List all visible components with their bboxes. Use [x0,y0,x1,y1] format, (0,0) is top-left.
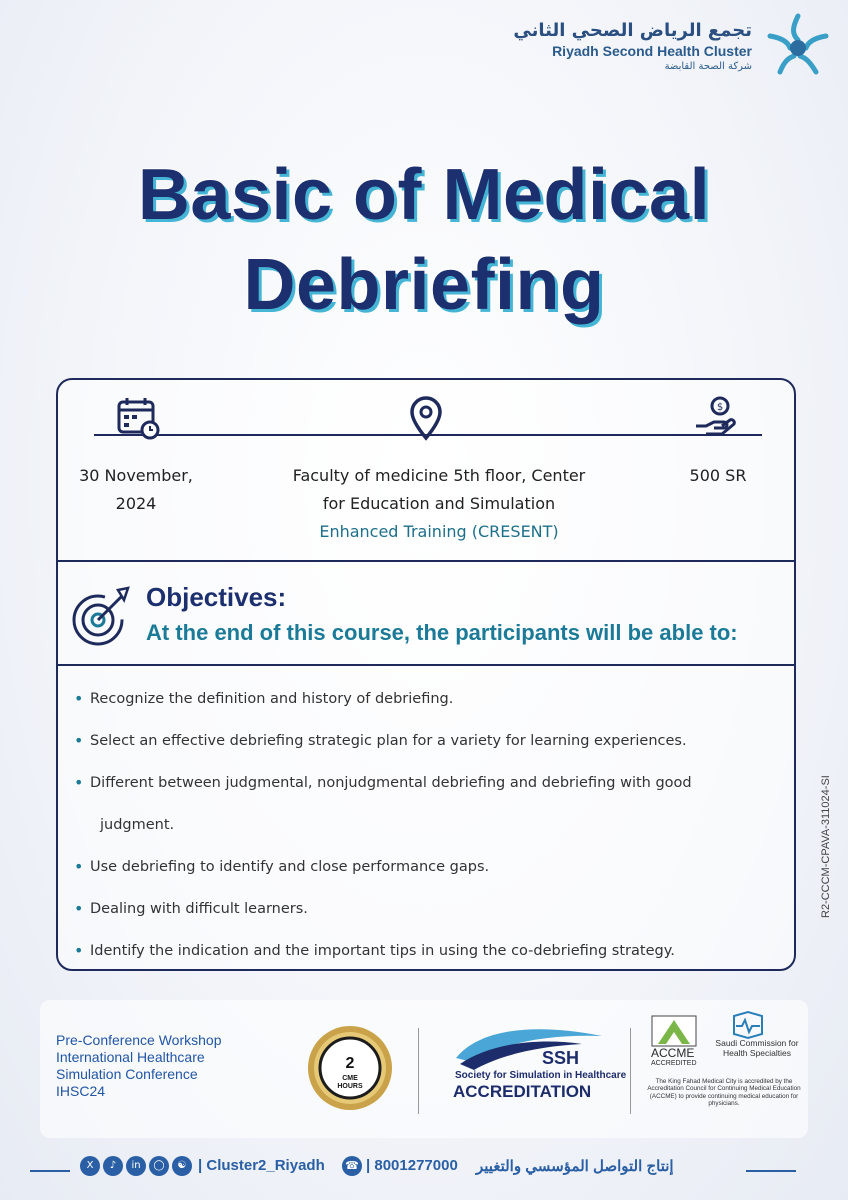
svg-text:$: $ [716,402,724,413]
accme-status: ACCREDITED [651,1060,697,1067]
instagram-icon[interactable]: ◯ [149,1156,169,1176]
event-date-line1: 30 November, [79,466,193,485]
band-divider [418,1028,419,1114]
org-name-english: Riyadh Second Health Cluster [552,43,752,59]
footer [30,1146,820,1186]
course-title-line1: Basic of Medical [137,155,711,235]
footer-slogan-arabic: إنتاج التواصل المؤسسي والتغيير [476,1158,674,1175]
workshop-line2: International Healthcare [56,1049,205,1065]
calendar-icon [114,394,162,442]
cme-number: 2 [345,1055,355,1072]
event-location-line3: Enhanced Training (CRESENT) [319,522,559,541]
x-icon[interactable]: X [80,1156,100,1176]
org-name-arabic: تجمع الرياض الصحي الثاني [513,20,752,41]
location-pin-icon [402,394,450,442]
objectives-subheading: At the end of this course, the participants will be able to: [146,620,738,645]
objective-item: • Recognize the definition and history of debriefing. [72,678,782,720]
ssh-name: Society for Simulation in Healthcare [455,1070,627,1081]
snapchat-icon[interactable]: ☯ [172,1156,192,1176]
objectives-heading: Objectives: [146,582,287,612]
objective-item-continuation: judgment. [100,817,175,833]
org-name [513,20,752,72]
footer-handle[interactable]: | Cluster2_Riyadh [198,1157,325,1174]
event-date-line2: 2024 [115,494,157,513]
footer-line-right [746,1170,796,1172]
course-title-line2: Debriefing [243,245,605,325]
workshop-line4: IHSC24 [56,1083,106,1099]
event-location [244,462,634,546]
cme-label2: HOURS [337,1083,363,1090]
course-info-card [56,378,796,971]
accme-name: ACCME [651,1046,695,1060]
objective-item: • Identify the indication and the important tips in using the co-debriefing strategy. [72,930,782,972]
workshop-line3: Simulation Conference [56,1066,198,1082]
info-divider [58,560,794,562]
objective-item: • Different between judgmental, nonjudgmental debriefing and debriefing with good [72,762,782,804]
footer-line-left [30,1170,70,1172]
objective-item: • Use debriefing to identify and close performance gaps. [72,846,782,888]
target-icon [66,580,138,652]
event-date [66,462,206,518]
ssh-accreditation: ACCREDITATION [453,1082,592,1101]
workshop-line1: Pre-Conference Workshop [56,1032,222,1048]
scfhs-name: Saudi Commission for Health Specialties [715,1038,799,1058]
phone-icon: ☎ [342,1156,362,1176]
course-title [0,150,848,330]
org-logo-block [513,10,834,82]
cluster-star-logo-icon [762,10,834,82]
org-subtitle-arabic: شركة الصحة القابضة [664,61,752,72]
objective-item: • Dealing with difficult learners. [72,888,782,930]
linkedin-icon[interactable]: in [126,1156,146,1176]
tiktok-icon[interactable]: ♪ [103,1156,123,1176]
ssh-abbr: SSH [542,1048,580,1068]
event-price: 500 SR [689,466,747,485]
footer-phone[interactable]: | 8001277000 [366,1157,458,1174]
objectives-list [72,678,782,972]
workshop-info [56,1032,221,1100]
document-code: R2-CCCM-CPAVA-311024-SI [820,775,832,918]
band-divider [630,1028,631,1114]
event-location-line2: for Education and Simulation [322,494,556,513]
cme-label1: CME [342,1075,358,1082]
objectives-divider [58,664,794,666]
accme-accreditation-note: The King Fahad Medical City is accredited by the Accreditation Council for Continuing Medical Education (ACCME) to provide continuing medical education for physicians. [647,1078,801,1108]
event-location-line1: Faculty of medicine 5th floor, Center [292,466,586,485]
social-icons [80,1156,192,1176]
cme-hours-badge [306,1024,394,1112]
scfhs-logo-icon [728,1010,768,1040]
objective-item: • Select an effective debriefing strategic plan for a variety for learning experiences. [72,720,782,762]
money-hand-icon [692,394,740,442]
